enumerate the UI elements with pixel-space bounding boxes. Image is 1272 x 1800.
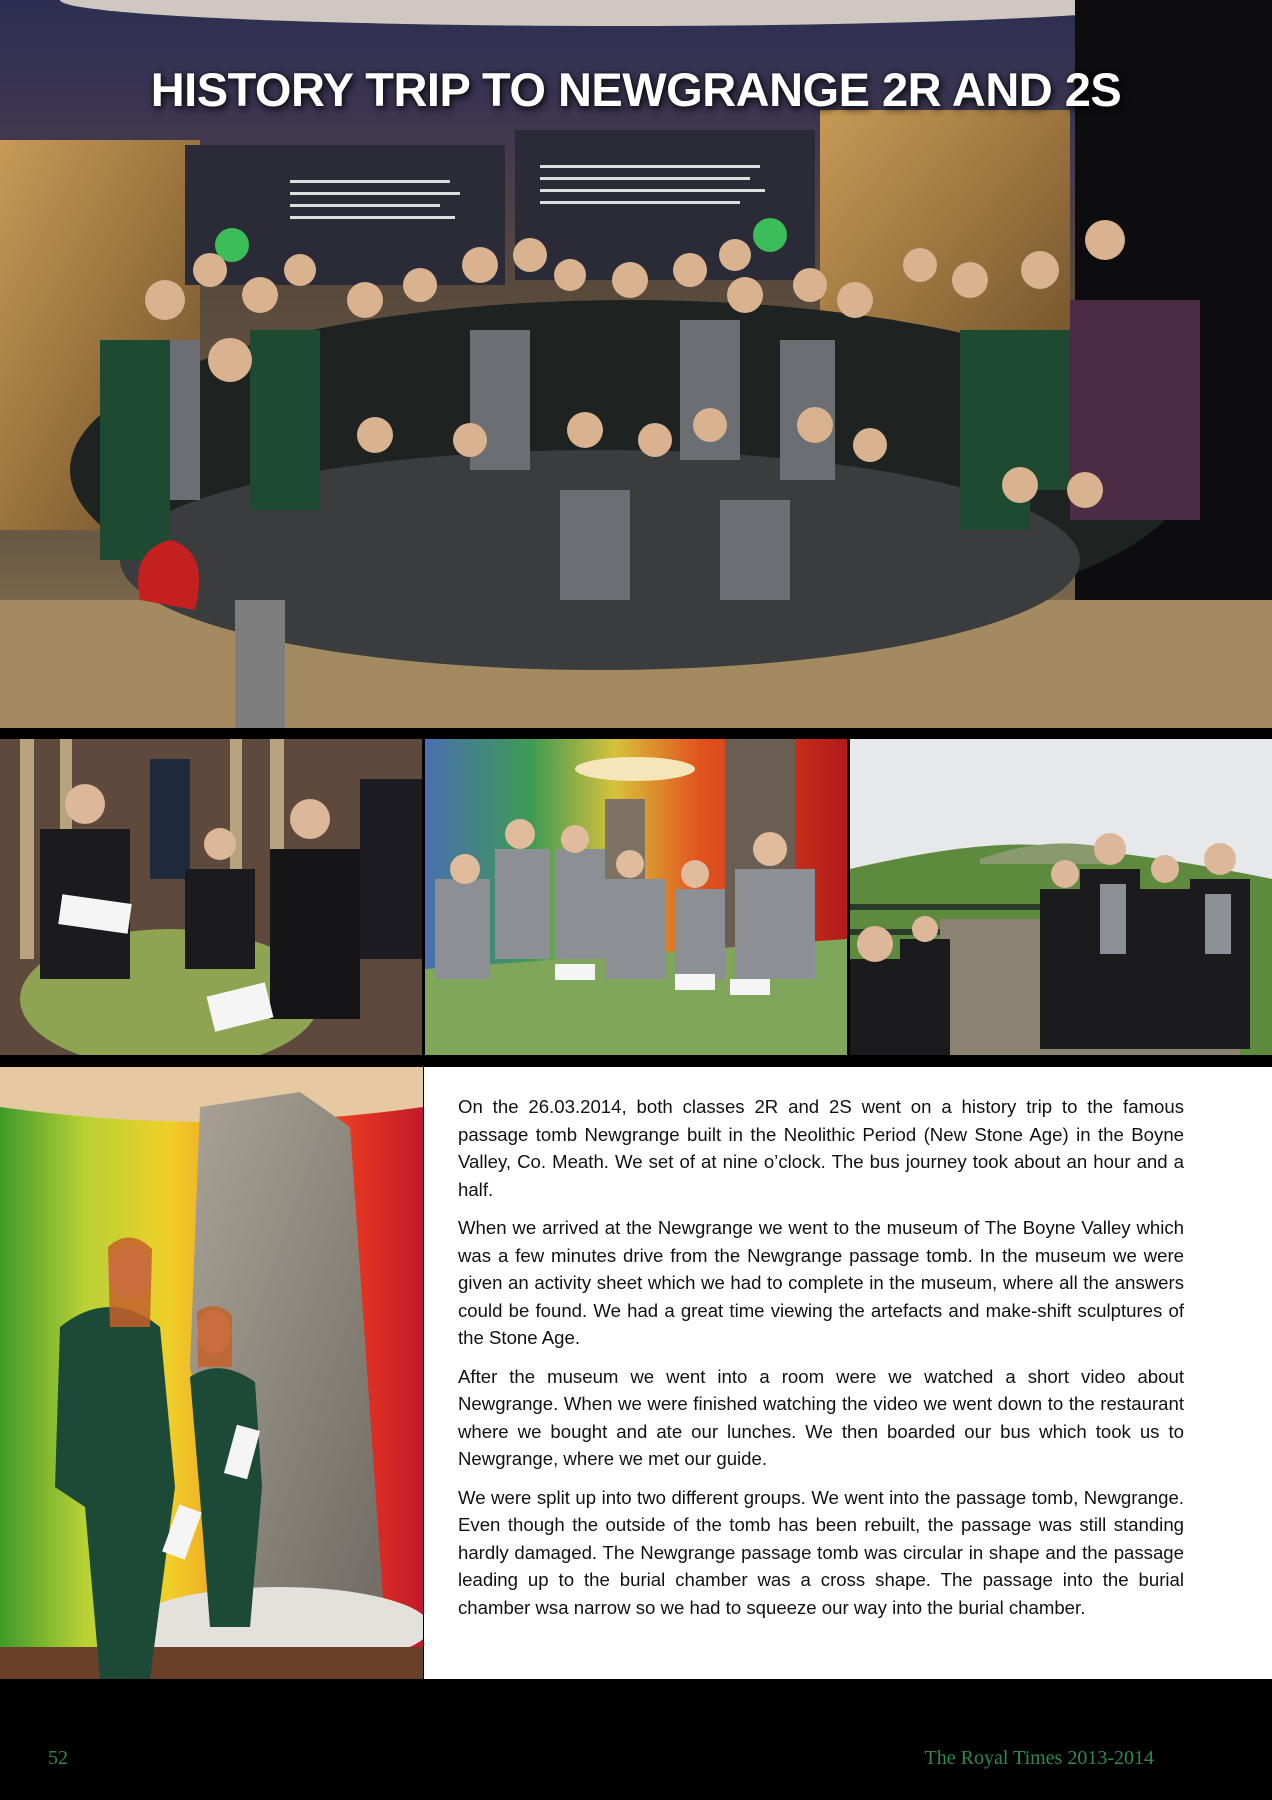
publication-title: The Royal Times 2013-2014 — [924, 1747, 1154, 1769]
photo-students-at-model-table — [0, 739, 422, 1055]
article — [424, 1067, 1272, 1679]
photo-students-outside-newgrange — [850, 739, 1272, 1055]
page-title: HISTORY TRIP TO NEWGRANGE 2R AND 2S — [150, 63, 1122, 116]
article-paragraph: On the 26.03.2014, both classes 2R and 2S went on a history trip to the famous passage tomb Newgrange built in the Neolithic Period (New Stone Age) in the Boyne Valley, Co. Meath. We set of at nine o’clock. The bus journey took about an hour and a half. — [458, 1096, 1184, 1200]
photo-girls-by-standing-stone — [0, 1067, 423, 1679]
article-paragraph: After the museum we went into a room were we watched a short video about Newgrange. When we were finished watching the video we went down to the restaurant where we bought and ate our lunches. We then boarded our bus which took us to Newgrange, where we met our guide. — [458, 1365, 1184, 1469]
article-paragraph: When we arrived at the Newgrange we went to the museum of The Boyne Valley which was a few minutes drive from the Newgrange passage tomb. In the museum we were given an activity sheet which we had to complete in the museum, where all the answers could be found. We had a great time viewing the artefacts and make-shift sculptures of the Stone Age. — [458, 1217, 1184, 1348]
article-body — [458, 1093, 1184, 1632]
page-footer — [0, 1679, 1272, 1800]
page-number: 52 — [48, 1747, 68, 1769]
article-paragraph: We were split up into two different groups. We went into the passage tomb, Newgrange. Even though the outside of the tomb has been rebuilt, the passage was still standing hardly damaged. The Newgrange passage tomb was circular in shape and the passage leading up to the burial chamber was a cross shape. The passage into the burial chamber wsa narrow so we had to squeeze our way into the burial chamber. — [458, 1486, 1184, 1618]
photo-class-around-map-model — [425, 739, 847, 1055]
